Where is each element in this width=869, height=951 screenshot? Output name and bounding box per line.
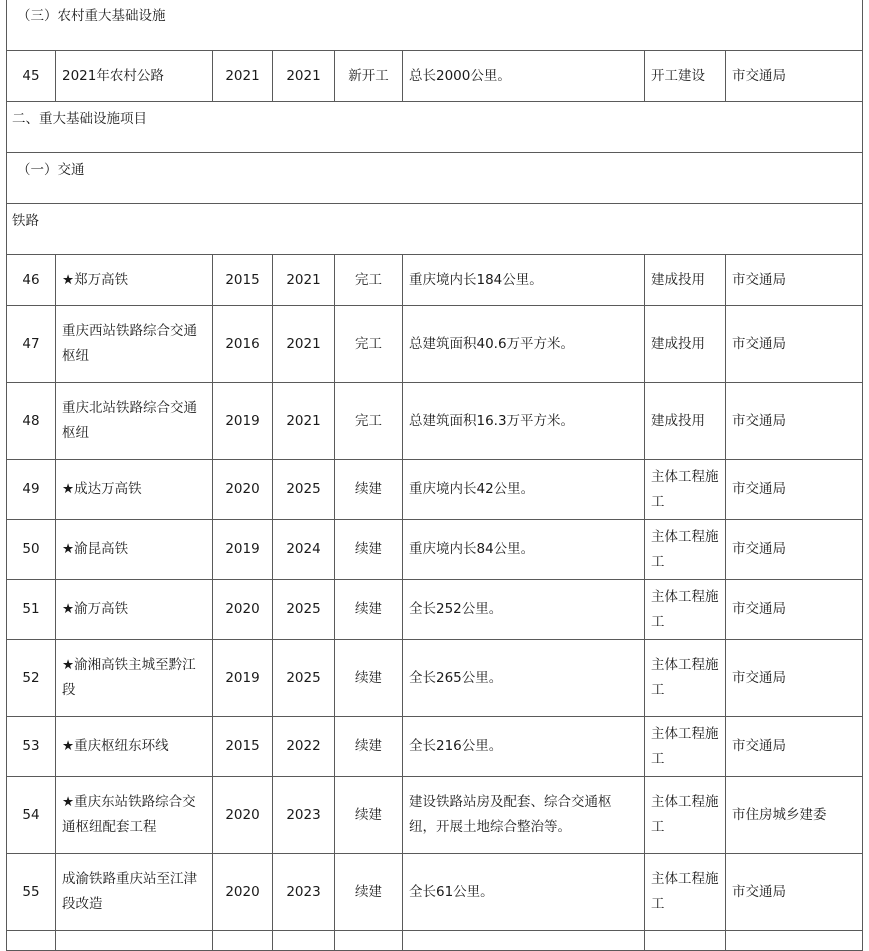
goal: 建成投用 [645, 383, 726, 460]
unit: 市交通局 [726, 717, 863, 777]
end-year: 2025 [273, 640, 335, 717]
project-name: ★成达万高铁 [56, 460, 213, 520]
section-row [7, 153, 863, 204]
section-row [7, 0, 863, 51]
unit: 市交通局 [726, 51, 863, 102]
status: 续建 [335, 580, 403, 640]
table-row [7, 51, 863, 102]
table-row [7, 255, 863, 306]
unit: 市交通局 [726, 520, 863, 580]
table-row [7, 520, 863, 580]
goal: 主体工程施工 [645, 717, 726, 777]
end-year: 2025 [273, 460, 335, 520]
goal: 主体工程施工 [645, 777, 726, 854]
project-name: 2021年农村公路 [56, 51, 213, 102]
end-year: 2022 [273, 717, 335, 777]
goal: 开工建设 [645, 51, 726, 102]
status: 续建 [335, 777, 403, 854]
content: 全长216公里。 [403, 717, 645, 777]
status: 完工 [335, 306, 403, 383]
start-year: 2015 [213, 717, 273, 777]
unit: 市住房城乡建委 [726, 777, 863, 854]
row-number: 51 [7, 580, 56, 640]
unit: 市交通局 [726, 306, 863, 383]
start-year: 2020 [213, 580, 273, 640]
start-year: 2019 [213, 383, 273, 460]
unit: 市交通局 [726, 460, 863, 520]
row-number: 49 [7, 460, 56, 520]
unit: 市交通局 [726, 640, 863, 717]
start-year: 2019 [213, 520, 273, 580]
row-number: 52 [7, 640, 56, 717]
content: 重庆境内长184公里。 [403, 255, 645, 306]
project-name: ★重庆东站铁路综合交通枢纽配套工程 [56, 777, 213, 854]
project-name: ★郑万高铁 [56, 255, 213, 306]
goal [645, 931, 726, 951]
goal: 主体工程施工 [645, 580, 726, 640]
table-row [7, 640, 863, 717]
goal: 主体工程施工 [645, 520, 726, 580]
row-number: 47 [7, 306, 56, 383]
section-title: 铁路 [7, 204, 863, 255]
content: 全长252公里。 [403, 580, 645, 640]
project-name: 重庆北站铁路综合交通枢纽 [56, 383, 213, 460]
project-name: 成渝铁路重庆站至江津段改造 [56, 854, 213, 931]
row-number: 54 [7, 777, 56, 854]
start-year: 2020 [213, 777, 273, 854]
content [403, 931, 645, 951]
status: 新开工 [335, 51, 403, 102]
end-year [273, 931, 335, 951]
row-number: 46 [7, 255, 56, 306]
project-name: ★渝万高铁 [56, 580, 213, 640]
table-row [7, 306, 863, 383]
status: 续建 [335, 520, 403, 580]
start-year: 2016 [213, 306, 273, 383]
start-year: 2019 [213, 640, 273, 717]
status [335, 931, 403, 951]
content: 总长2000公里。 [403, 51, 645, 102]
end-year: 2021 [273, 255, 335, 306]
content: 重庆境内长42公里。 [403, 460, 645, 520]
table-row [7, 931, 863, 951]
goal: 建成投用 [645, 306, 726, 383]
table-row [7, 460, 863, 520]
start-year: 2021 [213, 51, 273, 102]
section-row [7, 204, 863, 255]
project-name [56, 931, 213, 951]
row-number: 48 [7, 383, 56, 460]
start-year: 2020 [213, 460, 273, 520]
end-year: 2021 [273, 383, 335, 460]
project-name: ★重庆枢纽东环线 [56, 717, 213, 777]
end-year: 2021 [273, 306, 335, 383]
section-title: （一）交通 [7, 153, 863, 204]
project-name: 重庆西站铁路综合交通枢纽 [56, 306, 213, 383]
start-year [213, 931, 273, 951]
unit [726, 931, 863, 951]
table-row [7, 854, 863, 931]
section-title: 二、重大基础设施项目 [7, 102, 863, 153]
end-year: 2025 [273, 580, 335, 640]
content: 建设铁路站房及配套、综合交通枢纽，开展土地综合整治等。 [403, 777, 645, 854]
status: 续建 [335, 854, 403, 931]
row-number [7, 931, 56, 951]
end-year: 2023 [273, 854, 335, 931]
content: 重庆境内长84公里。 [403, 520, 645, 580]
status: 续建 [335, 460, 403, 520]
project-name: ★渝昆高铁 [56, 520, 213, 580]
table-row [7, 717, 863, 777]
unit: 市交通局 [726, 383, 863, 460]
goal: 建成投用 [645, 255, 726, 306]
end-year: 2023 [273, 777, 335, 854]
goal: 主体工程施工 [645, 460, 726, 520]
table-row [7, 580, 863, 640]
status: 完工 [335, 383, 403, 460]
unit: 市交通局 [726, 580, 863, 640]
section-row [7, 102, 863, 153]
goal: 主体工程施工 [645, 854, 726, 931]
row-number: 45 [7, 51, 56, 102]
content: 总建筑面积40.6万平方米。 [403, 306, 645, 383]
content: 全长265公里。 [403, 640, 645, 717]
end-year: 2024 [273, 520, 335, 580]
row-number: 50 [7, 520, 56, 580]
unit: 市交通局 [726, 854, 863, 931]
content: 总建筑面积16.3万平方米。 [403, 383, 645, 460]
row-number: 55 [7, 854, 56, 931]
project-name: ★渝湘高铁主城至黔江段 [56, 640, 213, 717]
start-year: 2015 [213, 255, 273, 306]
end-year: 2021 [273, 51, 335, 102]
goal: 主体工程施工 [645, 640, 726, 717]
project-table [6, 0, 863, 951]
table-row [7, 777, 863, 854]
table-row [7, 383, 863, 460]
status: 续建 [335, 640, 403, 717]
content: 全长61公里。 [403, 854, 645, 931]
status: 续建 [335, 717, 403, 777]
unit: 市交通局 [726, 255, 863, 306]
start-year: 2020 [213, 854, 273, 931]
section-title: （三）农村重大基础设施 [7, 0, 863, 51]
status: 完工 [335, 255, 403, 306]
row-number: 53 [7, 717, 56, 777]
